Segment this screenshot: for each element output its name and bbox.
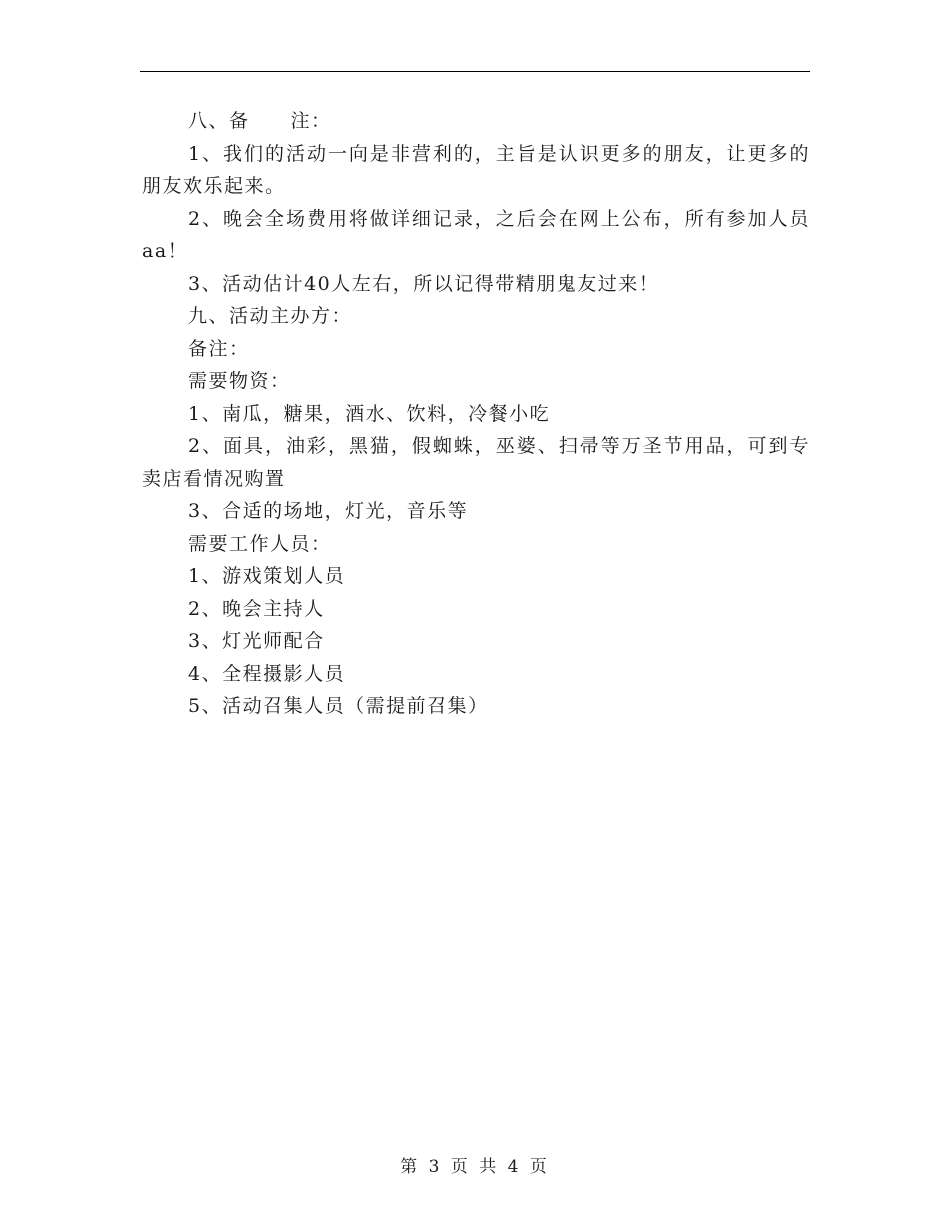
staff-item: 3、灯光师配合 <box>188 630 325 652</box>
section-heading-remarks: 八、备 注： <box>188 110 332 132</box>
paragraph-nonprofit: 1、我们的活动一向是非营利的，主旨是认识更多的朋友，让更多的朋友欢乐起来。 <box>142 142 810 197</box>
note-label: 备注： <box>188 337 250 360</box>
paragraph-expenses: 2、晚会全场费用将做详细记录，之后会在网上公布，所有参加人员aa！ <box>142 207 810 262</box>
staff-item: 5、活动召集人员（需提前召集） <box>188 695 489 717</box>
materials-item: 1、南瓜，糖果，酒水、饮料，冷餐小吃 <box>188 402 551 425</box>
header-rule <box>140 71 810 72</box>
document-body <box>142 105 810 723</box>
staff-item: 1、游戏策划人员 <box>188 565 346 587</box>
page-number-footer: 第 3 页 共 4 页 <box>400 1157 550 1177</box>
staff-item: 2、晚会主持人 <box>188 597 325 620</box>
materials-item: 3、合适的场地，灯光，音乐等 <box>188 500 469 522</box>
section-heading-organizer: 九、活动主办方： <box>188 305 353 327</box>
staff-heading: 需要工作人员： <box>188 532 332 555</box>
materials-heading: 需要物资： <box>188 370 291 392</box>
paragraph-attendance: 3、活动估计40人左右，所以记得带精朋鬼友过来！ <box>188 272 660 295</box>
staff-item: 4、全程摄影人员 <box>188 662 346 685</box>
materials-item: 2、面具，油彩，黑猫，假蜘蛛，巫婆、扫帚等万圣节用品，可到专卖店看情况购置 <box>142 435 810 490</box>
